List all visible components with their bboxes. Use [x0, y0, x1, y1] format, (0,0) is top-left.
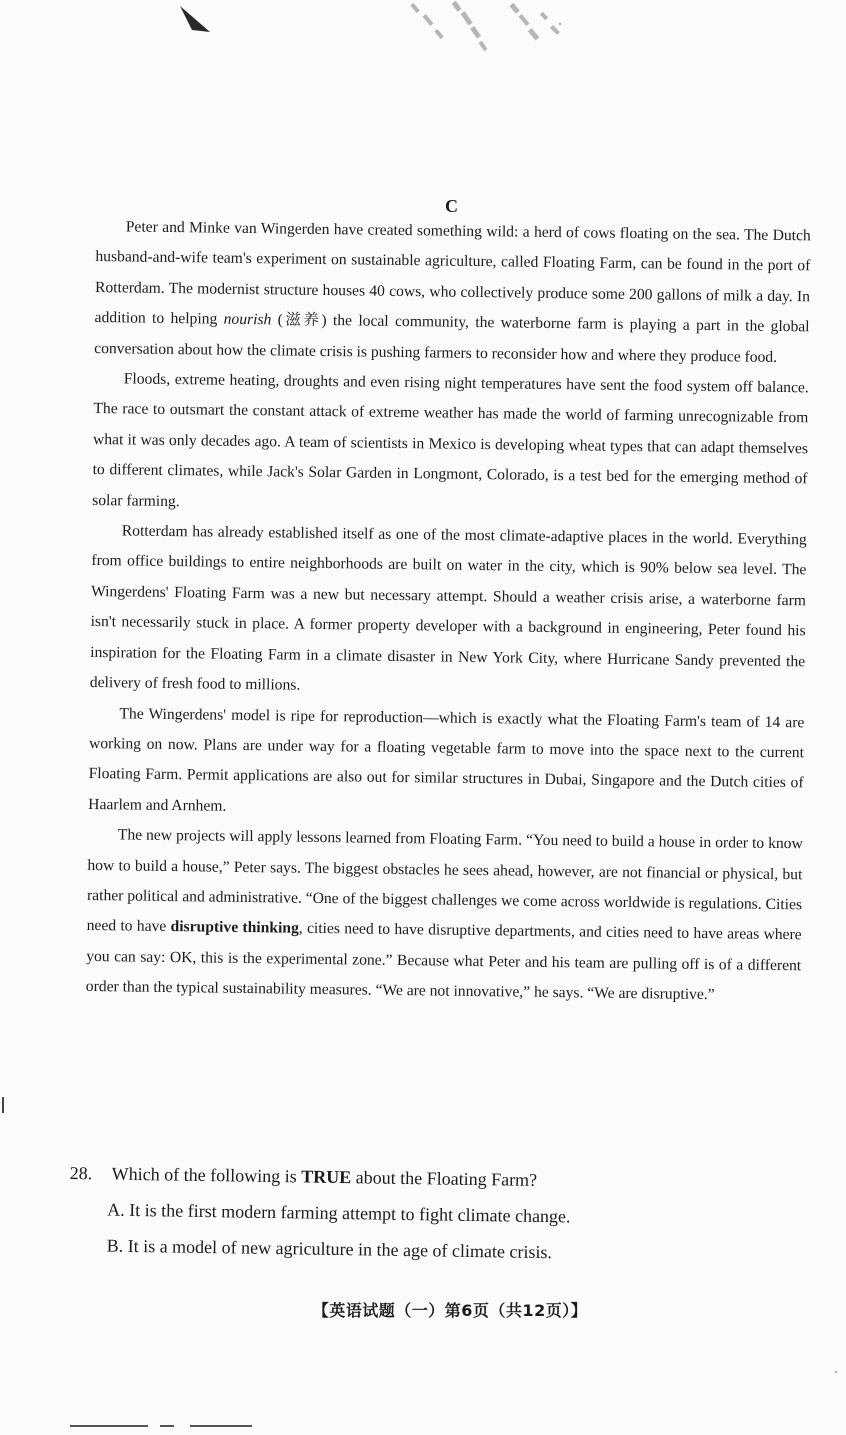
passage-paragraph-4: The Wingerdens' model is ripe for reproduction—which is exactly what the Floating Farm's team of 14 are working on now. Plans are under way for a floating vegetable farm to move into the space next to the current Floating Farm. Permit applications are also out for similar structures in Dubai, Singapore and the Dutch cities of Haarlem and Arnhem. — [88, 704, 805, 815]
reading-passage — [86, 212, 811, 1012]
question-stem: 28. Which of the following is TRUE about the Floating Farm? — [69, 1155, 809, 1202]
bold-phrase: disruptive thinking — [170, 918, 299, 938]
bottom-rule-left — [70, 1425, 148, 1427]
passage-section-letter: C — [445, 196, 459, 216]
corner-arrow-mark — [178, 4, 212, 34]
passage-paragraph-3: Rotterdam has already established itself as one of the most climate-adaptive places in the world. Everything from office buildings to entire neighborhoods are built on water in the city, which is 90% below sea level. The Wingerdens' Floating Farm was a new but necessary attempt. Should a weather crisis arise, a waterborne farm isn't necessarily stuck in place. A former property developer with a background in engineering, Peter found his inspiration for the Floating Farm in a climate disaster in New York City, where Hurricane Sandy prevented the delivery of fresh food to millions. — [89, 522, 807, 694]
question-28 — [68, 1155, 810, 1274]
margin-tick-mark — [2, 1097, 4, 1113]
option-a[interactable]: A. It is the first modern farming attempt to fight climate change. — [107, 1199, 571, 1227]
page-footer: 【英语试题（一）第6页（共12页）】 — [312, 1301, 588, 1320]
bottom-rule-right — [190, 1425, 252, 1427]
option-b[interactable]: B. It is a model of new agriculture in the age of climate crisis. — [106, 1235, 553, 1263]
emphasized-word: nourish — [223, 310, 272, 329]
passage-paragraph-2: Floods, extreme heating, droughts and even rising night temperatures have sent the food system off balance. The race to outsmart the constant attack of extreme weather has made the world of farming unrecognizable from what it was only decades ago. A team of scientists in Mexico is developing wheat types that can adapt themselves to different climates, while Jack's Solar Garden in Longmont, Colorado, is a test bed for the emerging method of solar farming. — [92, 370, 809, 510]
blurred-stamp-mark — [400, 0, 590, 70]
question-number: 28. — [69, 1162, 93, 1184]
passage-paragraph-1: Peter and Minke van Wingerden have created something wild: a herd of cows floating on the sea. The Dutch husband-and-wife team's experiment on sustainable agriculture, called Floating Farm, can be found in the port of Rotterdam. The modernist structure houses 40 cows, who collectively produce some 200 gallons of milk a day. In addition to helping nourish (滋养) the local community, the waterborne farm is playing a part in the global conversation about how the climate crisis is pushing farmers to reconsider how and where they produce food. — [94, 218, 811, 366]
bottom-rule-mid — [160, 1425, 174, 1427]
passage-paragraph-5: The new projects will apply lessons learned from Floating Farm. “You need to build a house in order to know how to build a house,” Peter says. The biggest obstacles he sees ahead, however, are not financial or physical, but rather political and administrative. “One of the biggest challenges we come across worldwide is regulations. Cities need to have disruptive thinking, cities need to have disruptive departments, and cities need to have areas where you can say: OK, this is the experimental zone.” Because what Peter and his team are pulling off is of a different order than the typical sustainability measures. “We are not innovative,” he says. “We are disruptive.” — [85, 826, 803, 1004]
